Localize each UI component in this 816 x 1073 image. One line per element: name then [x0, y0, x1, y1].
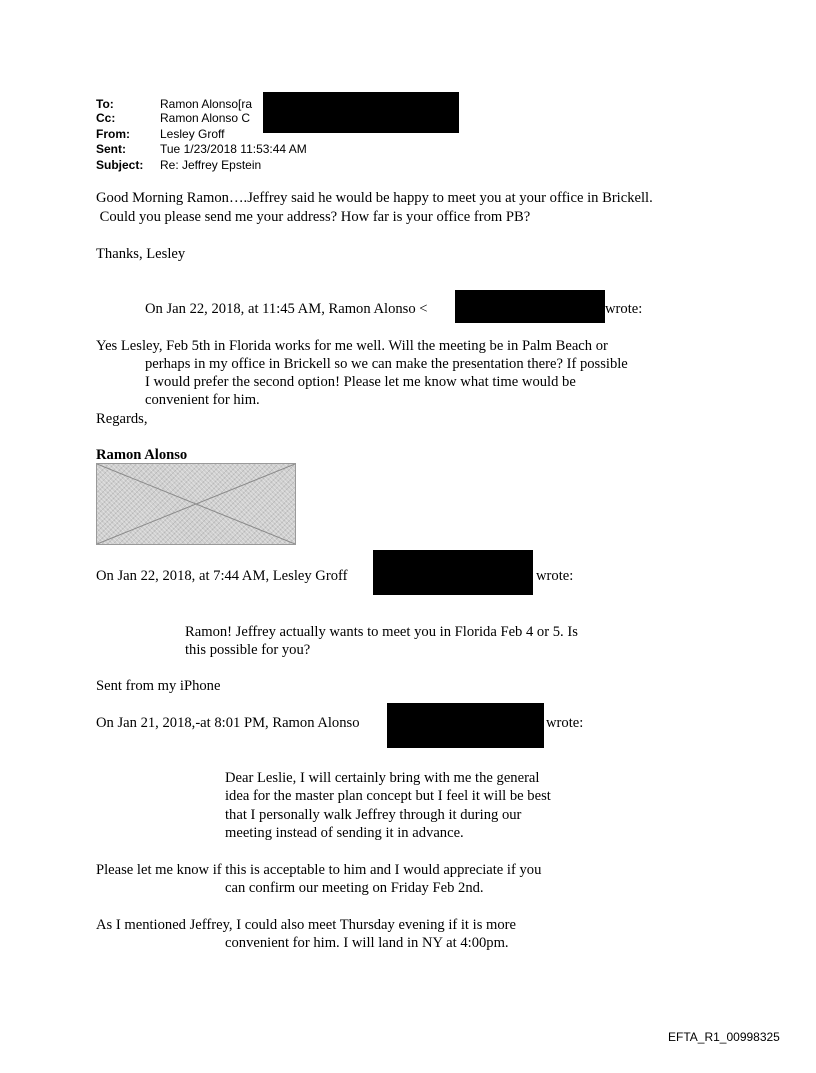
document-id: EFTA_R1_00998325: [668, 1030, 780, 1044]
quote-header: On Jan 21, 2018,-at 8:01 PM, Ramon Alonso: [96, 715, 360, 731]
subject-value: Re: Jeffrey Epstein: [160, 158, 262, 172]
body-line: convenient for him. I will land in NY at 4:00pm.: [225, 935, 509, 951]
body-line: Good Morning Ramon….Jeffrey said he would be happy to meet you at your office in Brickell.: [96, 190, 653, 206]
sent-label: Sent:: [96, 142, 126, 156]
body-line: Please let me know if this is acceptable to him and I would appreciate if you: [96, 862, 542, 878]
cc-value: Ramon Alonso C: [160, 111, 251, 125]
body-line: can confirm our meeting on Friday Feb 2nd.: [225, 880, 484, 896]
sent-value: Tue 1/23/2018 11:53:44 AM: [160, 142, 307, 156]
body-line: Could you please send me your address? How far is your office from PB?: [96, 209, 531, 225]
redaction-box: [455, 290, 605, 323]
body-line: idea for the master plan concept but I feel it will be best: [225, 788, 551, 804]
body-line: Ramon! Jeffrey actually wants to meet you in Florida Feb 4 or 5. Is: [185, 624, 578, 640]
redaction-box: [387, 703, 544, 748]
body-line: perhaps in my office in Brickell so we can make the presentation there? If possible: [145, 356, 628, 372]
quote-header: On Jan 22, 2018, at 11:45 AM, Ramon Alonso <: [145, 301, 428, 317]
image-placeholder-icon: [97, 464, 295, 544]
broken-image-placeholder: [96, 463, 296, 545]
cc-label: Cc:: [96, 111, 116, 125]
body-line: Regards,: [96, 411, 148, 427]
quote-header-wrote: wrote:: [605, 301, 643, 317]
body-line: convenient for him.: [145, 392, 260, 408]
from-value: Lesley Groff: [160, 127, 225, 141]
quote-header-wrote: wrote:: [536, 568, 574, 584]
signature-name: Ramon Alonso: [96, 447, 188, 463]
body-line: As I mentioned Jeffrey, I could also meet Thursday evening if it is more: [96, 917, 517, 933]
to-label: To:: [96, 97, 114, 111]
body-line: meeting instead of sending it in advance.: [225, 825, 464, 841]
subject-label: Subject:: [96, 158, 144, 172]
body-line: this possible for you?: [185, 642, 311, 658]
quote-header: On Jan 22, 2018, at 7:44 AM, Lesley Groff: [96, 568, 348, 584]
body-line: that I personally walk Jeffrey through it during our: [225, 807, 522, 823]
body-line: Dear Leslie, I will certainly bring with me the general: [225, 770, 540, 786]
from-label: From:: [96, 127, 130, 141]
redaction-box: [263, 92, 459, 133]
body-line: Thanks, Lesley: [96, 246, 186, 262]
to-value: Ramon Alonso[ra: [160, 97, 253, 111]
body-line: Yes Lesley, Feb 5th in Florida works for me well. Will the meeting be in Palm Beach or: [96, 338, 608, 354]
body-line: I would prefer the second option! Please let me know what time would be: [145, 374, 576, 390]
body-line: Sent from my iPhone: [96, 678, 221, 694]
redaction-box: [373, 550, 533, 595]
quote-header-wrote: wrote:: [546, 715, 584, 731]
